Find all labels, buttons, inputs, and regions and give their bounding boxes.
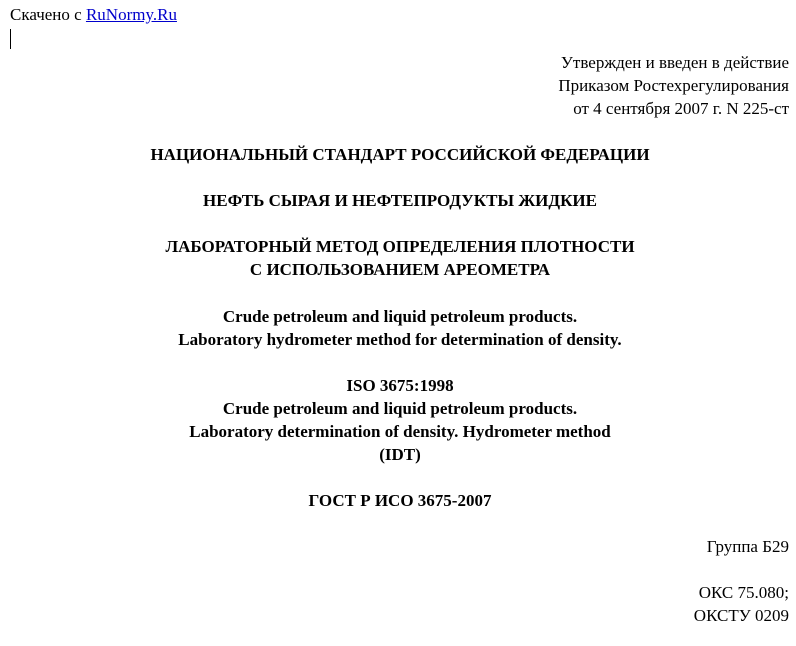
approval-line-3: от 4 сентября 2007 г. N 225-ст xyxy=(573,99,789,118)
source-line xyxy=(10,5,177,25)
english-title-line-1: Crude petroleum and liquid petroleum products. xyxy=(222,307,578,326)
approval-line-2: Приказом Ростехрегулирования xyxy=(558,76,789,95)
group-block xyxy=(707,535,789,558)
standard-type-heading xyxy=(0,143,796,166)
iso-reference xyxy=(0,374,796,466)
iso-number: ISO 3675:1998 xyxy=(346,376,454,395)
english-title-line-2: Laboratory hydrometer method for determination of density. xyxy=(178,330,622,349)
subject-text: НЕФТЬ СЫРАЯ И НЕФТЕПРОДУКТЫ ЖИДКИЕ xyxy=(203,191,597,210)
source-prefix: Скачено с xyxy=(10,5,86,24)
gost-number-text: ГОСТ Р ИСО 3675-2007 xyxy=(308,491,492,510)
approval-block xyxy=(558,51,789,120)
gost-number xyxy=(0,489,796,512)
runormy-link[interactable]: RuNormy.Ru xyxy=(85,5,177,24)
subject-heading xyxy=(0,189,796,212)
title-line-2: С ИСПОЛЬЗОВАНИЕМ АРЕОМЕТРА xyxy=(249,260,551,279)
english-title xyxy=(0,305,796,351)
document-title xyxy=(0,235,796,281)
okstu-code: ОКСТУ 0209 xyxy=(693,606,789,625)
oks-code: ОКС 75.080; xyxy=(698,583,789,602)
iso-line-2: Laboratory determination of density. Hydrometer method xyxy=(189,422,611,441)
approval-line-1: Утвержден и введен в действие xyxy=(560,53,789,72)
title-line-1: ЛАБОРАТОРНЫЙ МЕТОД ОПРЕДЕЛЕНИЯ ПЛОТНОСТИ xyxy=(165,237,635,256)
classification-codes xyxy=(694,581,789,627)
text-cursor xyxy=(10,29,11,49)
iso-equivalence: (IDT) xyxy=(379,445,421,464)
iso-line-1: Crude petroleum and liquid petroleum products. xyxy=(222,399,578,418)
standard-type-text: НАЦИОНАЛЬНЫЙ СТАНДАРТ РОССИЙСКОЙ ФЕДЕРАЦИИ xyxy=(150,145,650,164)
group-text: Группа Б29 xyxy=(706,537,789,556)
